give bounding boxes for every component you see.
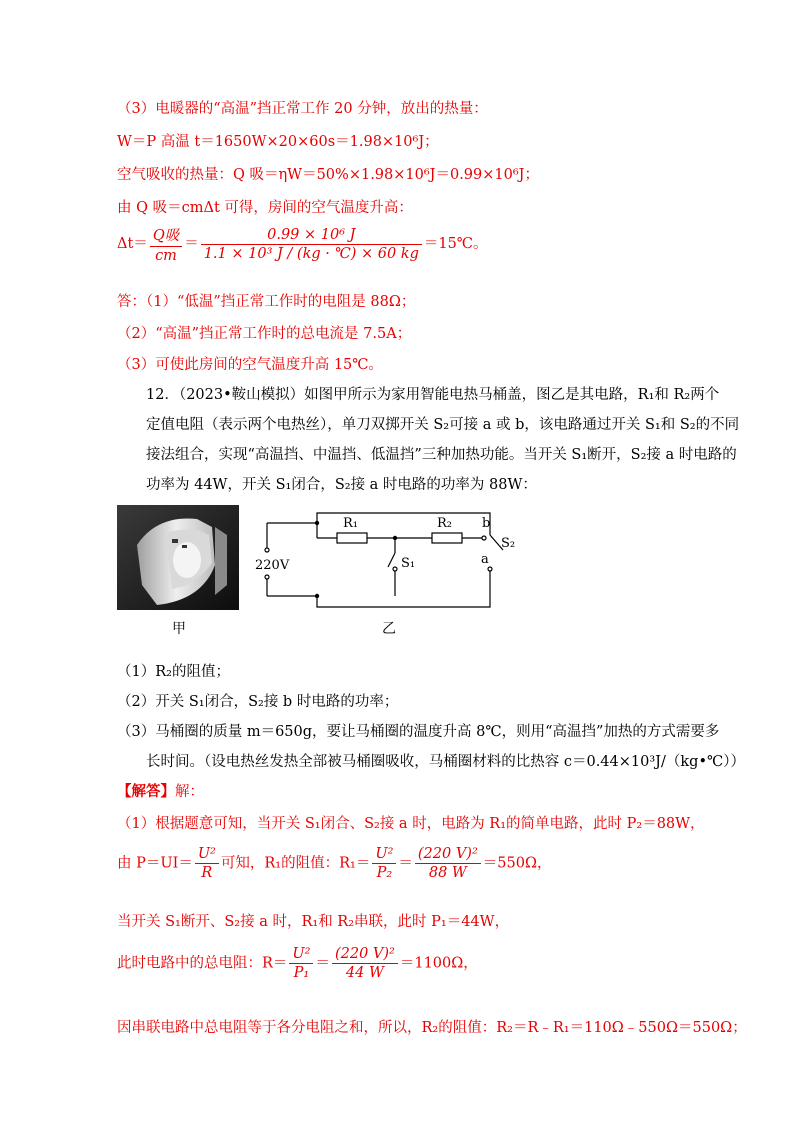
part3-dt-formula: Δt＝ $\frac{\text{Q吸}}{cm}$ ＝ $\frac{\text{0.99 × 10⁶ J}}{\text{1.1 × 10³ J / (kg · ℃) × 60 kg}}$ ＝15℃。 <box>117 224 488 264</box>
resistor-r2 <box>432 533 462 543</box>
solution-step2: 由 P＝UI＝ $\frac{\text{U²}}{R}$ 可知，R₁的阻值：R₁＝ $\frac{\text{U²}}{\text{P₂}}$ ＝ $\frac{\text{(220 V)²}}{88 W}$ ＝550Ω， <box>117 846 552 881</box>
dt-num: Q吸 <box>150 224 182 247</box>
s4-den2: 44 W <box>345 965 384 981</box>
figure-jia-caption: 甲 <box>172 621 186 637</box>
terminal-a <box>488 567 492 571</box>
dt-prefix: Δt＝ <box>117 236 148 252</box>
solution-step3: 当开关 S₁断开、S₂接 a 时，R₁和 R₂串联，此时 P₁＝44W， <box>117 914 510 930</box>
toilet-seat-photo <box>117 505 239 610</box>
answer-3: （3）可使此房间的空气温度升高 15℃。 <box>117 357 384 373</box>
figure-yi-caption: 乙 <box>382 621 396 637</box>
part3-q-absorb: 空气吸收的热量：Q 吸＝ηW＝50%×1.98×10⁶J＝0.99×10⁶J； <box>117 167 539 183</box>
question-3b: 长时间。（设电热丝发热全部被马桶圈吸收，马桶圈材料的比热容 c＝0.44×10³J/（kg•℃）） <box>146 754 745 770</box>
r2-label: R₂ <box>437 516 452 531</box>
s4-result: ＝1100Ω， <box>399 955 478 972</box>
s2-mid: 可知，R₁的阻值：R₁＝ <box>220 855 371 872</box>
question-2: （2）开关 S₁闭合，S₂接 b 时电路的功率； <box>117 694 399 710</box>
solution-step4: 此时电路中的总电阻：R＝ $\frac{\text{U²}}{\text{P₁}}$ ＝ $\frac{\text{(220 V)²}}{44 W}$ ＝1100Ω， <box>117 946 478 981</box>
s2-den: R <box>201 865 213 881</box>
s4-den: P₁ <box>293 965 310 981</box>
s2-num2: U² <box>372 846 396 864</box>
s2-num3: (220 V)² <box>415 846 481 864</box>
problem12-line4: 功率为 44W，开关 S₁闭合，S₂接 a 时电路的功率为 88W： <box>146 477 537 493</box>
junction-dot <box>393 536 397 540</box>
bottom-wire <box>317 571 490 607</box>
terminal-s1 <box>393 567 397 571</box>
question-3a: （3）马桶圈的质量 m＝650g，要让马桶圈的温度升高 8℃，则用“高温挡”加热的方式需要多 <box>117 724 720 740</box>
dt-fraction-small <box>150 224 182 264</box>
s2-fraction-3 <box>415 846 481 881</box>
dt-result: ＝15℃。 <box>423 236 488 252</box>
resistor-r1 <box>337 533 367 543</box>
s2-label: S₂ <box>501 536 516 551</box>
s4-fraction-2 <box>332 946 398 981</box>
dt-big-den: 1.1 × 10³ J / (kg · ℃) × 60 kg <box>203 245 419 262</box>
b-label: b <box>482 516 491 531</box>
s4-fraction-1 <box>289 946 313 981</box>
junction-dot <box>315 594 319 598</box>
s4-num2: (220 V)² <box>332 946 398 964</box>
s2-fraction-1 <box>195 846 219 881</box>
s2-num: U² <box>195 846 219 864</box>
dt-den: cm <box>155 248 177 264</box>
s1-label: S₁ <box>401 556 416 571</box>
s2-fraction-2 <box>372 846 396 881</box>
part3-heading: （3）电暖器的“高温”挡正常工作 20 分钟，放出的热量： <box>117 101 488 117</box>
a-label: a <box>481 552 489 567</box>
junction-dot <box>315 521 319 525</box>
solution-step1: （1）根据题意可知，当开关 S₁闭合、S₂接 a 时，电路为 R₁的简单电路，此时 P₂＝88W， <box>117 816 705 832</box>
switch-s1 <box>388 553 395 567</box>
s2-result: ＝550Ω， <box>482 855 552 872</box>
s2-den3: 88 W <box>428 865 467 881</box>
s4-prefix: 此时电路中的总电阻：R＝ <box>117 955 288 972</box>
voltage-label: 220V <box>255 558 290 573</box>
s2-prefix: 由 P＝UI＝ <box>117 855 193 872</box>
problem12-line2: 定值电阻（表示两个电热丝），单刀双掷开关 S₂可接 a 或 b，该电路通过开关 S₁和 S₂的不同 <box>146 417 740 433</box>
dt-fraction-big <box>201 227 422 262</box>
s2-den2: P₂ <box>376 865 393 881</box>
circuit-diagram <box>255 505 525 627</box>
terminal-source-bottom <box>265 575 269 579</box>
problem12-line3: 接法组合，实现“高温挡、中温挡、低温挡”三种加热功能。当开关 S₁断开，S₂接 a 时电路的 <box>146 447 737 463</box>
s4-num: U² <box>289 946 313 964</box>
solution-jie: 解： <box>175 784 204 800</box>
answer-2: （2）“高温”挡正常工作时的总电流是 7.5A； <box>117 326 412 342</box>
answer-1: 答：（1）“低温”挡正常工作时的电阻是 88Ω； <box>117 294 416 310</box>
terminal-source-top <box>265 548 269 552</box>
part3-derive: 由 Q 吸＝cmΔt 可得，房间的空气温度升高： <box>117 200 413 216</box>
dt-big-num: 0.99 × 10⁶ J <box>201 227 422 245</box>
part3-w-equation: W＝P 高温 t＝1650W×20×60s＝1.98×10⁶J； <box>117 134 439 150</box>
solution-bracket: 【解答】 <box>117 783 175 800</box>
r1-label: R₁ <box>343 516 358 531</box>
solution-step5: 因串联电路中总电阻等于各分电阻之和，所以，R₂的阻值：R₂＝R﹣R₁＝110Ω﹣550Ω＝550Ω； <box>117 1020 747 1036</box>
solution-heading <box>117 780 204 801</box>
terminal-b <box>482 536 486 540</box>
problem12-line1: 12．（2023•鞍山模拟）如图甲所示为家用智能电热马桶盖，图乙是其电路，R₁和 R₂两个 <box>146 387 720 403</box>
question-1: （1）R₂的阻值； <box>117 664 230 680</box>
